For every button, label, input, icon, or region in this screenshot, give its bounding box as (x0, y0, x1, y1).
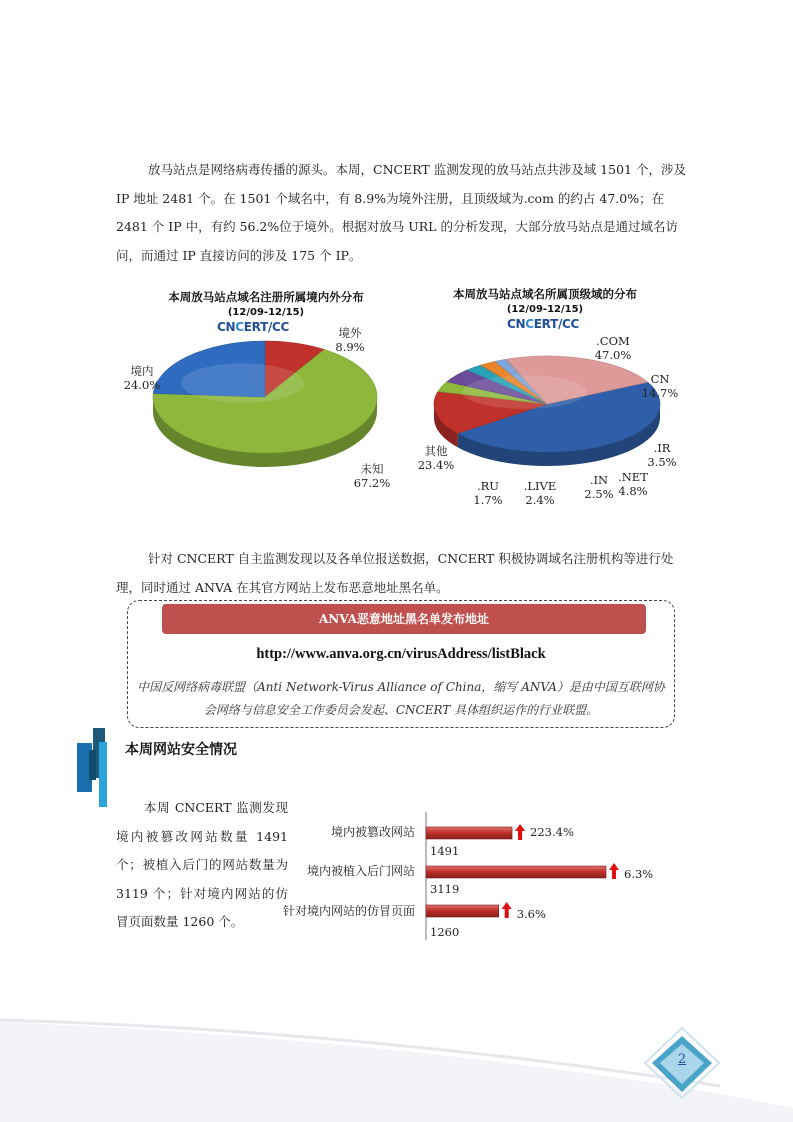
website-security-paragraph: 本周 CNCERT 监测发现境内被篡改网站数量 1491 个；被植入后门的网站数量为 3119 个；针对境内网站的仿冒页面数量 1260 个。 (116, 800, 288, 929)
pie2-cat-net: .NET (618, 470, 648, 484)
chart1-title-text: 本周放马站点域名注册所属境内外分布 (168, 290, 364, 304)
pie2-val-ir: 3.5% (647, 455, 677, 469)
pie1-cat-jingnei: 境内 (130, 364, 154, 378)
pie2-cat-live: .LIVE (523, 479, 557, 493)
pie2-cat-cn: CN (650, 372, 670, 386)
chart2-title-text: 本周放马站点域名所属顶级域的分布 (453, 287, 637, 301)
bar-change-phishing: 3.6% (516, 907, 546, 921)
pie2-val-net: 4.8% (618, 484, 648, 498)
bar-change-backdoor: 6.3% (624, 867, 654, 881)
pie2-cat-com: .COM (596, 334, 630, 348)
pie1-val-jingnei: 24.0% (123, 378, 161, 392)
cncert-logo-1: CNCERT/CC (217, 320, 290, 334)
section-title: 本周网站安全情况 (125, 742, 237, 758)
pie1-val-jingwai: 8.9% (335, 340, 365, 354)
page-number: 2 (677, 1052, 687, 1067)
bar-change-tampered: 223.4% (530, 825, 574, 839)
anva-banner: ANVA恶意地址黑名单发布地址 (162, 604, 646, 634)
pie2-val-other: 23.4% (417, 458, 455, 472)
bar-count-backdoor: 3119 (430, 882, 460, 896)
bar-label-phishing: 针对境内网站的仿冒页面 (282, 904, 415, 918)
bar-count-tampered: 1491 (430, 844, 460, 858)
pie2-cat-other: 其他 (424, 444, 448, 458)
chart1-subtitle: (12/09-12/15) (227, 307, 305, 318)
bar-label-tampered: 境内被篡改网站 (330, 825, 415, 839)
pie2-val-in: 2.5% (584, 487, 614, 501)
pie1-val-weizhi: 67.2% (353, 476, 391, 490)
anva-description: 中国反网络病毒联盟（Anti Network-Virus Alliance of China，缩写 ANVA）是由中国互联网协会网络与信息安全工作委员会发起、CNCERT 具体组织运作的行业联盟。 (137, 680, 665, 717)
pie2-val-com: 47.0% (594, 348, 632, 362)
pie2-val-cn: 14.7% (641, 386, 679, 400)
chart2-subtitle: (12/09-12/15) (506, 304, 584, 315)
bar-count-phishing: 1260 (430, 925, 460, 939)
anva-intro-paragraph: 针对 CNCERT 自主监测发现以及各单位报送数据，CNCERT 积极协调域名注册机构等进行处理，同时通过 ANVA 在其官方网站上发布恶意地址黑名单。 (116, 551, 674, 595)
pie1-cat-weizhi: 未知 (360, 462, 384, 476)
pie1-cat-jingwai: 境外 (338, 326, 362, 340)
cncert-logo-2: CNCERT/CC (507, 317, 580, 331)
pie2-cat-ru: .RU (476, 479, 499, 493)
bar-label-backdoor: 境内被植入后门网站 (306, 864, 415, 878)
pie2-val-ru: 1.7% (473, 493, 503, 507)
pie2-val-live: 2.4% (525, 493, 555, 507)
pie2-cat-ir: .IR (653, 441, 671, 455)
anva-blacklist-link[interactable]: http://www.anva.org.cn/virusAddress/listBlack (256, 646, 546, 662)
intro-paragraph: 放马站点是网络病毒传播的源头。本周，CNCERT 监测发现的放马站点共涉及域 1501 个，涉及 IP 地址 2481 个。在 1501 个域名中，有 8.9%为境外注册，且顶级域为.com 的约占 47.0%；在 2481 个 IP 中，有约 56.2%位于境外。根据对放马 URL 的分析发现，大部分放马站点是通过域名访问，而通过 IP 直接访问的涉及 175 个 IP。 (116, 162, 686, 263)
pie2-cat-in: .IN (589, 473, 609, 487)
